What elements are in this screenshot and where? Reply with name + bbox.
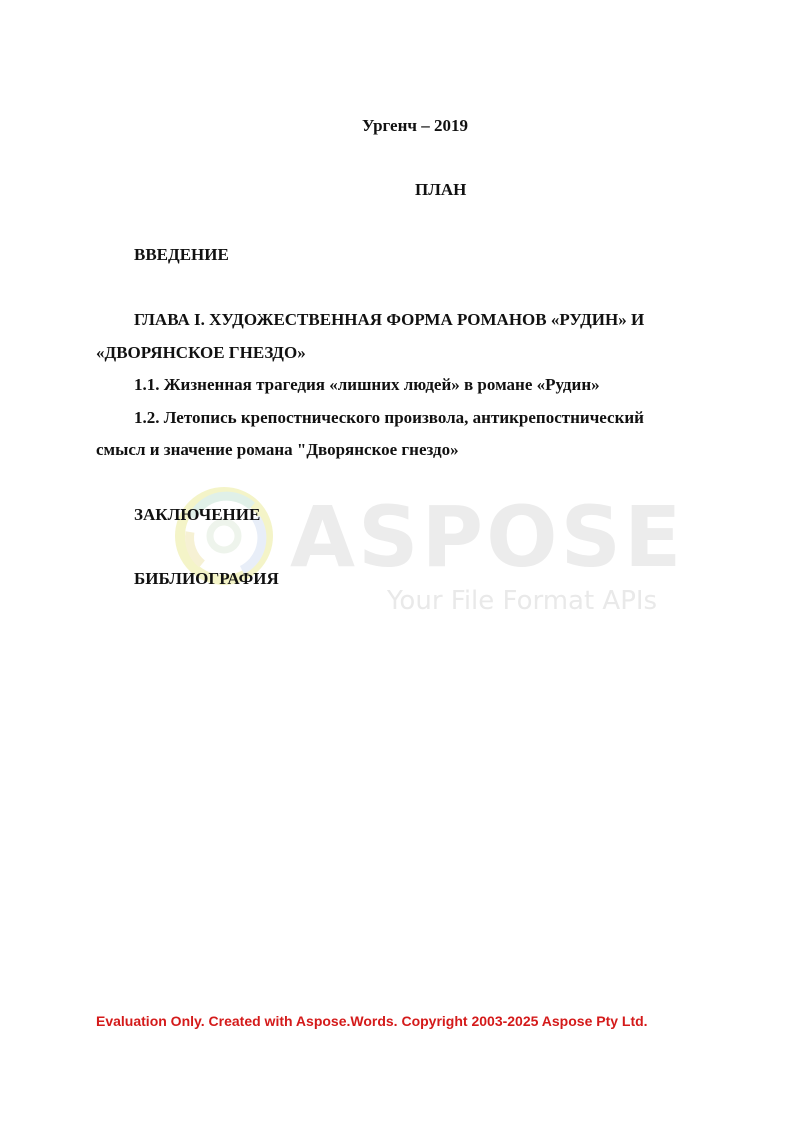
watermark-brand: ASPOSE — [290, 488, 685, 586]
bibliography-heading: БИБЛИОГРАФИЯ — [134, 569, 279, 588]
chapter1-title-line1: ГЛАВА I. ХУДОЖЕСТВЕННАЯ ФОРМА РОМАНОВ «РУДИН» И — [134, 310, 645, 329]
section-1-2-line1: 1.2. Летопись крепостнического произвола, антикрепостнический — [134, 408, 644, 427]
section-1-2-line2: смысл и значение романа "Дворянское гнездо» — [96, 440, 459, 459]
section-1-1: 1.1. Жизненная трагедия «лишних людей» в романе «Рудин» — [134, 375, 600, 394]
watermark-tagline: Your File Format APIs — [387, 586, 658, 616]
plan-heading: ПЛАН — [415, 180, 467, 199]
city-year: Ургенч – 2019 — [362, 116, 468, 135]
aspose-watermark — [170, 478, 690, 628]
chapter1-title-line2: «ДВОРЯНСКОЕ ГНЕЗДО» — [96, 343, 306, 362]
evaluation-notice: Evaluation Only. Created with Aspose.Words. Copyright 2003-2025 Aspose Pty Ltd. — [96, 1013, 648, 1029]
conclusion-heading: ЗАКЛЮЧЕНИЕ — [134, 505, 261, 524]
introduction-heading: ВВЕДЕНИЕ — [134, 245, 229, 264]
